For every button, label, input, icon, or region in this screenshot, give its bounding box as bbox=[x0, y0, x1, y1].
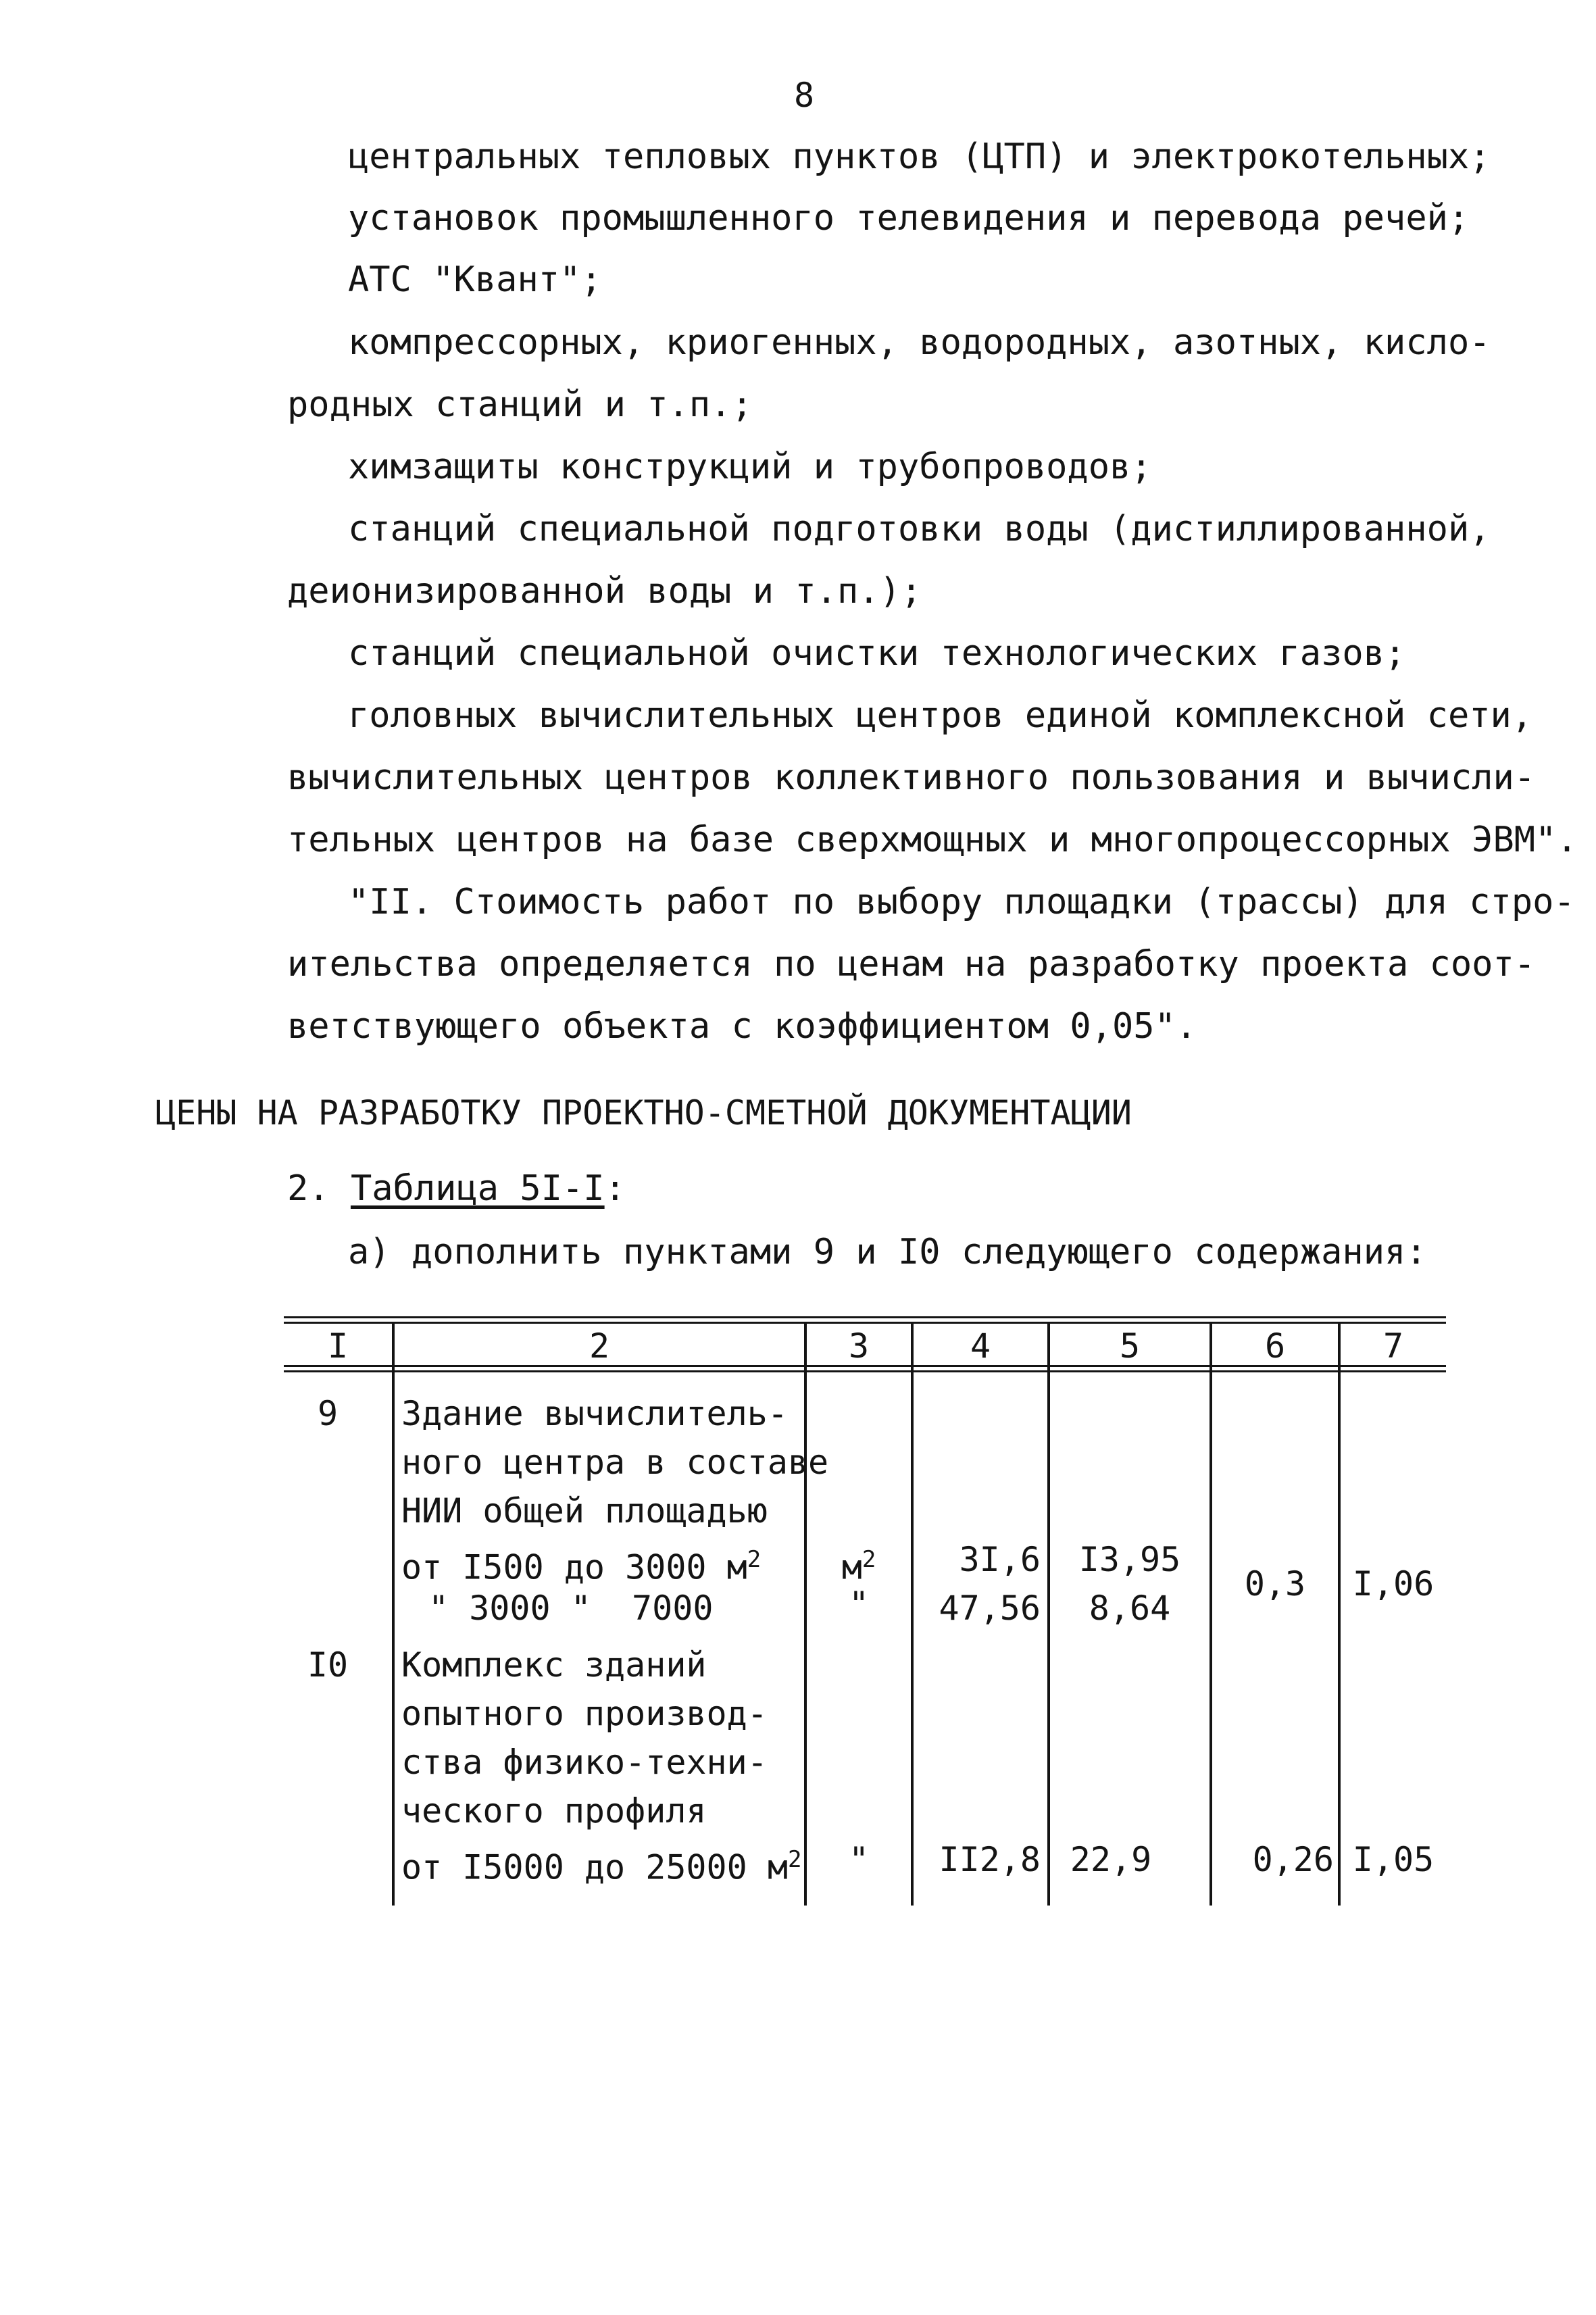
body-line: ветствующего объекта с коэффициентом 0,05". bbox=[287, 1006, 1197, 1047]
superscript: 2 bbox=[862, 1546, 876, 1573]
col4-value: 3I,6 bbox=[959, 1540, 1041, 1579]
item-colon: : bbox=[604, 1168, 626, 1209]
body-line: ительства определяется по ценам на разработку проекта соот- bbox=[287, 944, 1536, 985]
row-name-line: ства физико-техни- bbox=[401, 1743, 768, 1782]
body-line: станций специальной очистки технологических газов; bbox=[348, 633, 1406, 674]
col7-value: I,06 bbox=[1352, 1564, 1435, 1603]
row-name-line: " 3000 " 7000 bbox=[428, 1589, 714, 1628]
unit-cell: " bbox=[848, 1840, 870, 1879]
body-line: установок промышленного телевидения и перевода речей; bbox=[348, 198, 1470, 239]
table-header-cell: 4 bbox=[970, 1326, 991, 1366]
unit-text: м bbox=[841, 1547, 862, 1587]
table-header-cell: 6 bbox=[1264, 1326, 1286, 1366]
table-header-cell: 7 bbox=[1382, 1326, 1404, 1366]
body-line: тельных центров на базе сверхмощных и многопроцессорных ЭВМ". bbox=[287, 820, 1578, 860]
superscript: 2 bbox=[787, 1846, 802, 1873]
table-header-cell: 5 bbox=[1119, 1326, 1141, 1366]
body-line: станций специальной подготовки воды (дистиллированной, bbox=[348, 509, 1491, 549]
col5-value: 22,9 bbox=[1070, 1840, 1152, 1879]
col4-value: II2,8 bbox=[939, 1840, 1041, 1879]
table-reference: Таблица 5I-I bbox=[350, 1168, 605, 1209]
row-name-line: ческого профиля bbox=[401, 1791, 707, 1831]
row-name-text: от I5000 до 25000 м bbox=[401, 1847, 788, 1887]
body-line: компрессорных, криогенных, водородных, азотных, кисло- bbox=[348, 322, 1491, 363]
body-line: "II. Стоимость работ по выбору площадки (трассы) для стро- bbox=[348, 882, 1575, 922]
row-name-line bbox=[401, 1835, 801, 1892]
col7-value: I,05 bbox=[1352, 1840, 1435, 1879]
body-line: головных вычислительных центров единой комплексной сети, bbox=[348, 695, 1533, 736]
item-instruction: а) дополнить пунктами 9 и I0 следующего содержания: bbox=[348, 1232, 1427, 1272]
body-line: химзащиты конструкций и трубопроводов; bbox=[348, 447, 1152, 487]
table-top-rule bbox=[284, 1316, 1446, 1318]
item-number: 2. bbox=[287, 1168, 330, 1209]
row-name-line: НИИ общей площадью bbox=[401, 1491, 768, 1530]
superscript: 2 bbox=[747, 1546, 762, 1573]
body-line: деионизированной воды и т.п.); bbox=[287, 571, 922, 612]
row-number: 9 bbox=[317, 1394, 339, 1433]
body-line: АТС "Квант"; bbox=[348, 259, 602, 300]
body-line: родных станций и т.п.; bbox=[287, 384, 753, 425]
section-heading: ЦЕНЫ НА РАЗРАБОТКУ ПРОЕКТНО-СМЕТНОЙ ДОКУМЕНТАЦИИ bbox=[155, 1093, 1132, 1132]
col5-value: 8,64 bbox=[1089, 1589, 1171, 1628]
col5-value: I3,95 bbox=[1078, 1540, 1181, 1579]
column-divider bbox=[392, 1323, 395, 1906]
column-divider bbox=[1338, 1323, 1341, 1906]
price-table bbox=[284, 1316, 1446, 1911]
table-header-cell: 2 bbox=[589, 1326, 610, 1366]
table-header-cell: I bbox=[327, 1326, 349, 1366]
item-line bbox=[287, 1165, 626, 1212]
body-line: вычислительных центров коллективного пользования и вычисли- bbox=[287, 757, 1536, 798]
col4-value: 47,56 bbox=[939, 1589, 1041, 1628]
row-name-line: Здание вычислитель- bbox=[401, 1394, 788, 1433]
body-line: центральных тепловых пунктов (ЦТП) и электрокотельных; bbox=[348, 136, 1491, 177]
col6-value: 0,3 bbox=[1244, 1564, 1306, 1603]
page-number: 8 bbox=[793, 76, 815, 115]
row-number: I0 bbox=[307, 1645, 349, 1685]
row-name-line: ного центра в составе bbox=[401, 1443, 829, 1482]
unit-cell: " bbox=[848, 1585, 870, 1624]
table-header-cell: 3 bbox=[848, 1326, 870, 1366]
col6-value: 0,26 bbox=[1252, 1840, 1334, 1879]
row-name-line: опытного производ- bbox=[401, 1694, 768, 1733]
row-name-text: от I500 до 3000 м bbox=[401, 1547, 747, 1587]
column-divider bbox=[1210, 1323, 1212, 1906]
row-name-line: Комплекс зданий bbox=[401, 1645, 707, 1685]
table-header-rule bbox=[284, 1370, 1446, 1372]
